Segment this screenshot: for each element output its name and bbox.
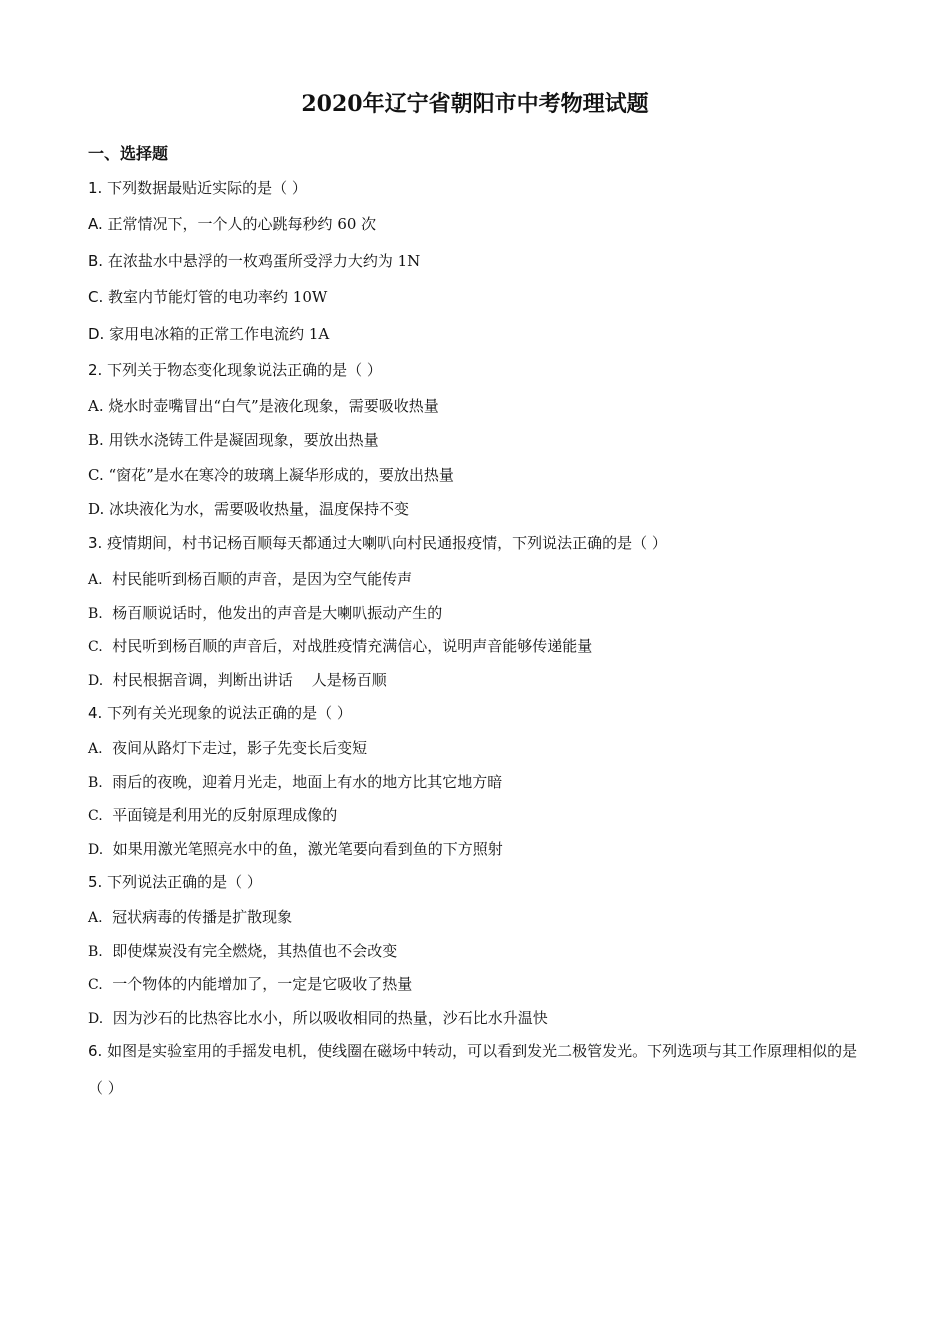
option-letter: D.: [88, 500, 105, 518]
question-text: 下列数据最贴近实际的是（ ）: [107, 179, 307, 197]
question-text: 疫情期间，村书记杨百顺每天都通过大喇叭向村民通报疫情，下列说法正确的是（ ）: [107, 534, 667, 552]
option-letter: B.: [88, 431, 104, 449]
option-letter: A.: [88, 397, 104, 415]
option-text: 杨百顺说话时，他发出的声音是大喇叭振动产生的: [112, 604, 443, 622]
option-row: [88, 904, 292, 931]
option-text: 烧水时壶嘴冒出“白气”是液化现象，需要吸收热量: [108, 397, 439, 415]
question-number: 2.: [88, 361, 103, 379]
option-text: 冠状病毒的传播是扩散现象: [112, 908, 293, 926]
question-text: 下列说法正确的是（ ）: [107, 873, 262, 891]
option-letter: A.: [88, 910, 103, 926]
question-number: 1.: [88, 179, 103, 197]
question-stem: [88, 869, 262, 895]
option-row: [88, 667, 387, 694]
option-row: [88, 284, 327, 310]
option-letter: D.: [88, 325, 105, 343]
option-row: [88, 633, 592, 660]
option-letter: C.: [88, 977, 103, 993]
page-title: 2020年辽宁省朝阳市中考物理试题: [301, 91, 649, 117]
option-text: 在浓盐水中悬浮的一枚鸡蛋所受浮力大约为 1N: [107, 252, 421, 270]
question-text: 如图是实验室用的手摇发电机，使线圈在磁场中转动，可以看到发光二极管发光。下列选项与其工作原理相似的是（ ）: [88, 1042, 858, 1097]
option-text: 雨后的夜晚，迎着月光走，地面上有水的地方比其它地方暗: [112, 773, 503, 791]
option-row: [88, 971, 412, 998]
option-row: [88, 802, 337, 829]
option-letter: B.: [88, 252, 104, 270]
option-letter: D.: [88, 842, 104, 858]
question-stem: [88, 175, 307, 201]
option-text: 正常情况下，一个人的心跳每秒约 60 次: [107, 215, 377, 233]
option-letter: B.: [88, 775, 103, 791]
option-text: 平面镜是利用光的反射原理成像的: [112, 806, 338, 824]
option-letter: B.: [88, 944, 103, 960]
option-letter: D.: [88, 1011, 104, 1027]
option-letter: B.: [88, 606, 103, 622]
question-number: 6.: [88, 1042, 103, 1060]
option-row: [88, 496, 409, 522]
option-row: [88, 938, 397, 965]
option-letter: A.: [88, 741, 103, 757]
option-letter: C.: [88, 639, 103, 655]
option-row: [88, 321, 329, 347]
question-stem: [88, 700, 352, 726]
option-row: [88, 462, 454, 488]
question-stem: [88, 357, 382, 383]
option-text: 教室内节能灯管的电功率约 10W: [108, 288, 328, 306]
question-number: 5.: [88, 873, 103, 891]
option-letter: D.: [88, 673, 104, 689]
option-text: 家用电冰箱的正常工作电流约 1A: [109, 325, 330, 343]
option-row: [88, 600, 442, 627]
option-text: 用铁水浇铸工件是凝固现象，要放出热量: [108, 431, 379, 449]
question-stem: [88, 530, 667, 556]
option-row: [88, 248, 420, 274]
option-text: 冰块液化为水，需要吸收热量，温度保持不变: [109, 500, 410, 518]
question-number: 4.: [88, 704, 103, 722]
option-row: [88, 769, 502, 796]
section-heading: 一、选择题: [88, 144, 169, 163]
option-letter: C.: [88, 288, 104, 306]
option-text: 因为沙石的比热容比水小，所以吸收相同的热量，沙石比水升温快: [112, 1009, 548, 1027]
option-text: 村民能听到杨百顺的声音，是因为空气能传声: [112, 570, 413, 588]
option-text: 如果用激光笔照亮水中的鱼，激光笔要向看到鱼的下方照射: [112, 840, 503, 858]
question-text: 下列有关光现象的说法正确的是（ ）: [107, 704, 352, 722]
option-row: [88, 393, 439, 419]
option-text: 一个物体的内能增加了，一定是它吸收了热量: [112, 975, 413, 993]
option-text: 村民听到杨百顺的声音后，对战胜疫情充满信心，说明声音能够传递能量: [112, 637, 593, 655]
question-text: 下列关于物态变化现象说法正确的是（ ）: [107, 361, 382, 379]
option-row: [88, 566, 412, 593]
option-row: [88, 211, 376, 237]
option-row: [88, 427, 379, 453]
option-letter: A.: [88, 215, 103, 233]
option-text: “窗花”是水在寒冷的玻璃上凝华形成的，要放出热量: [108, 466, 454, 484]
question-number: 3.: [88, 534, 103, 552]
option-row: [88, 1005, 548, 1032]
option-letter: A.: [88, 572, 103, 588]
option-text: 夜间从路灯下走过，影子先变长后变短: [112, 739, 368, 757]
option-row: [88, 735, 367, 762]
option-text: 村民根据音调，判断出讲话 人是杨百顺: [112, 671, 387, 689]
option-row: [88, 836, 503, 863]
question-stem: [88, 1033, 864, 1107]
option-text: 即使煤炭没有完全燃烧，其热值也不会改变: [112, 942, 398, 960]
option-letter: C.: [88, 466, 104, 484]
option-letter: C.: [88, 808, 103, 824]
